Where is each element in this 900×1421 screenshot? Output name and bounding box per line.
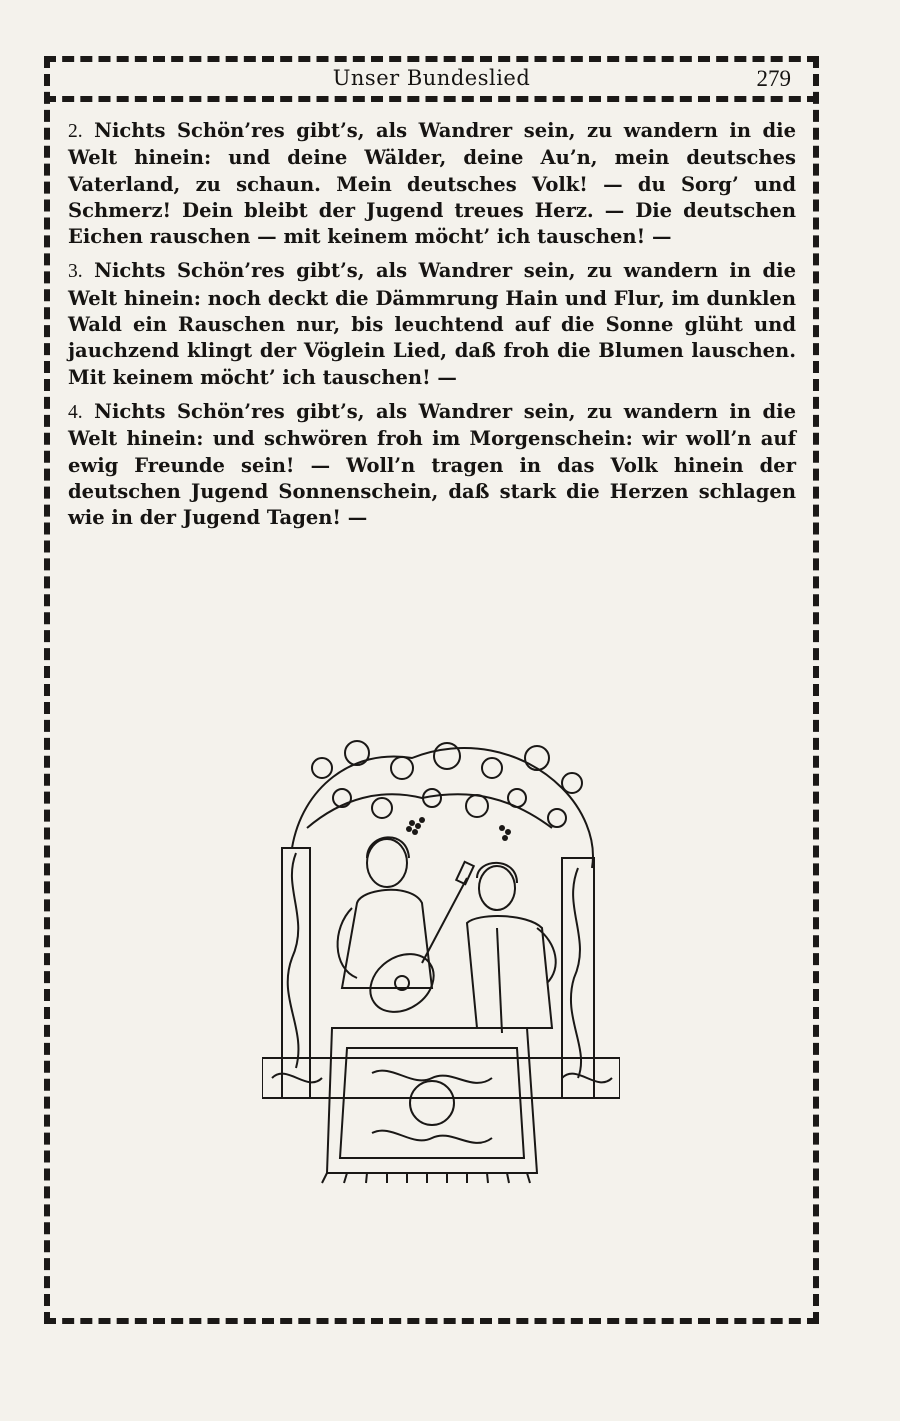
grape-clusters (406, 817, 511, 841)
stanza-4 (68, 399, 796, 531)
stanza-text: Nichts Schön’res gibt’s, als Wandrer sein, zu wandern in die Welt hinein: noch deckt die Dämmrung Hain und Flur, im dunklen Wald ein Rauschen nur, bis leuchtend auf die Sonne glüht und jauchzend klingt der Vöglein Lied, daß froh die Blumen lauschen. Mit keinem möcht’ ich tauschen! — (68, 259, 796, 389)
vine-canopy (292, 741, 593, 868)
stanza-text: Nichts Schön’res gibt’s, als Wandrer sein, zu wandern in die Welt hinein: und deine Wälder, deine Au’n, mein deutsches Vaterland, zu schaun. Mein deutsches Volk! — du Sorg’ und Schmerz! Dein bleibt der Jugend treues Herz. — Die deutschen Eichen rauschen — mit keinem möcht’ ich tauschen! — (68, 119, 796, 249)
running-title: Unser Bundeslied (332, 66, 531, 90)
stanza-number: 2. (68, 121, 83, 142)
stanza-2 (68, 118, 796, 250)
man-figure (467, 863, 556, 1033)
stanza-3 (68, 258, 796, 390)
woman-figure (338, 837, 432, 988)
song-text (68, 118, 796, 539)
lute (359, 862, 474, 1024)
tapestry (322, 1028, 537, 1183)
stanza-text: Nichts Schön’res gibt’s, als Wandrer sein, zu wandern in die Welt hinein: und schwören froh im Morgenschein: wir woll’n auf ewig Freunde sein! — Woll’n tragen in das Volk hinein der deutschen Jugend Sonnenschein, daß stark die Herzen schlagen wie in der Jugend Tagen! — (68, 399, 796, 530)
running-header (44, 62, 819, 102)
page-number: 279 (756, 66, 791, 91)
engraving-illustration (262, 728, 620, 1188)
stanza-number: 3. (68, 261, 83, 283)
stanza-number: 4. (68, 401, 83, 423)
balcony (262, 1058, 620, 1098)
